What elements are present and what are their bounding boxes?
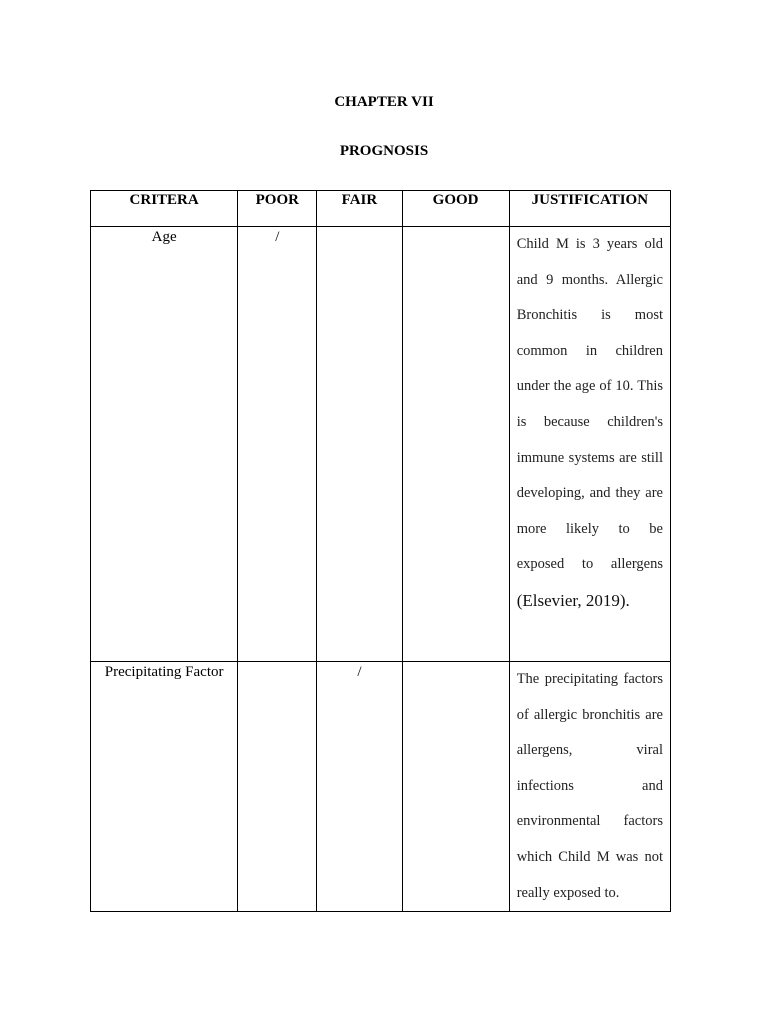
justification-text: The precipitating factors of allergic bronchitis are allergens, viral infections and environmental factors which Child M was not really exposed to. [516, 671, 663, 901]
cell-criteria-age: Age [91, 227, 238, 662]
header-poor: POOR [238, 191, 317, 227]
header-criteria: CRITERA [91, 191, 238, 227]
cell-justification-age [509, 227, 670, 662]
header-justification: JUSTIFICATION [509, 191, 670, 227]
header-good: GOOD [402, 191, 509, 227]
cell-criteria-precipitating-factor: Precipitating Factor [91, 662, 238, 912]
table-row-age [91, 227, 671, 662]
cell-justification-precipitating-factor [509, 662, 670, 912]
cell-fair-mark: / [317, 662, 402, 912]
justification-body: Child M is 3 years old and 9 months. Allergic Bronchitis is most common in children under the age of 10. This is because children's immune systems are still developing, and they are more likely to be exposed to allergens [516, 236, 663, 573]
table-row-precipitating-factor [91, 662, 671, 912]
citation: (Elsevier, 2019). [516, 590, 630, 610]
prognosis-table [90, 190, 671, 912]
cell-fair-mark [317, 227, 402, 662]
cell-poor-mark [238, 662, 317, 912]
table-header-row [91, 191, 671, 227]
header-fair: FAIR [317, 191, 402, 227]
cell-good-mark [402, 662, 509, 912]
cell-poor-mark: / [238, 227, 317, 662]
justification-text [517, 227, 663, 621]
section-title: PROGNOSIS [339, 143, 429, 159]
chapter-title: CHAPTER VII [334, 94, 434, 110]
cell-good-mark [402, 227, 509, 662]
